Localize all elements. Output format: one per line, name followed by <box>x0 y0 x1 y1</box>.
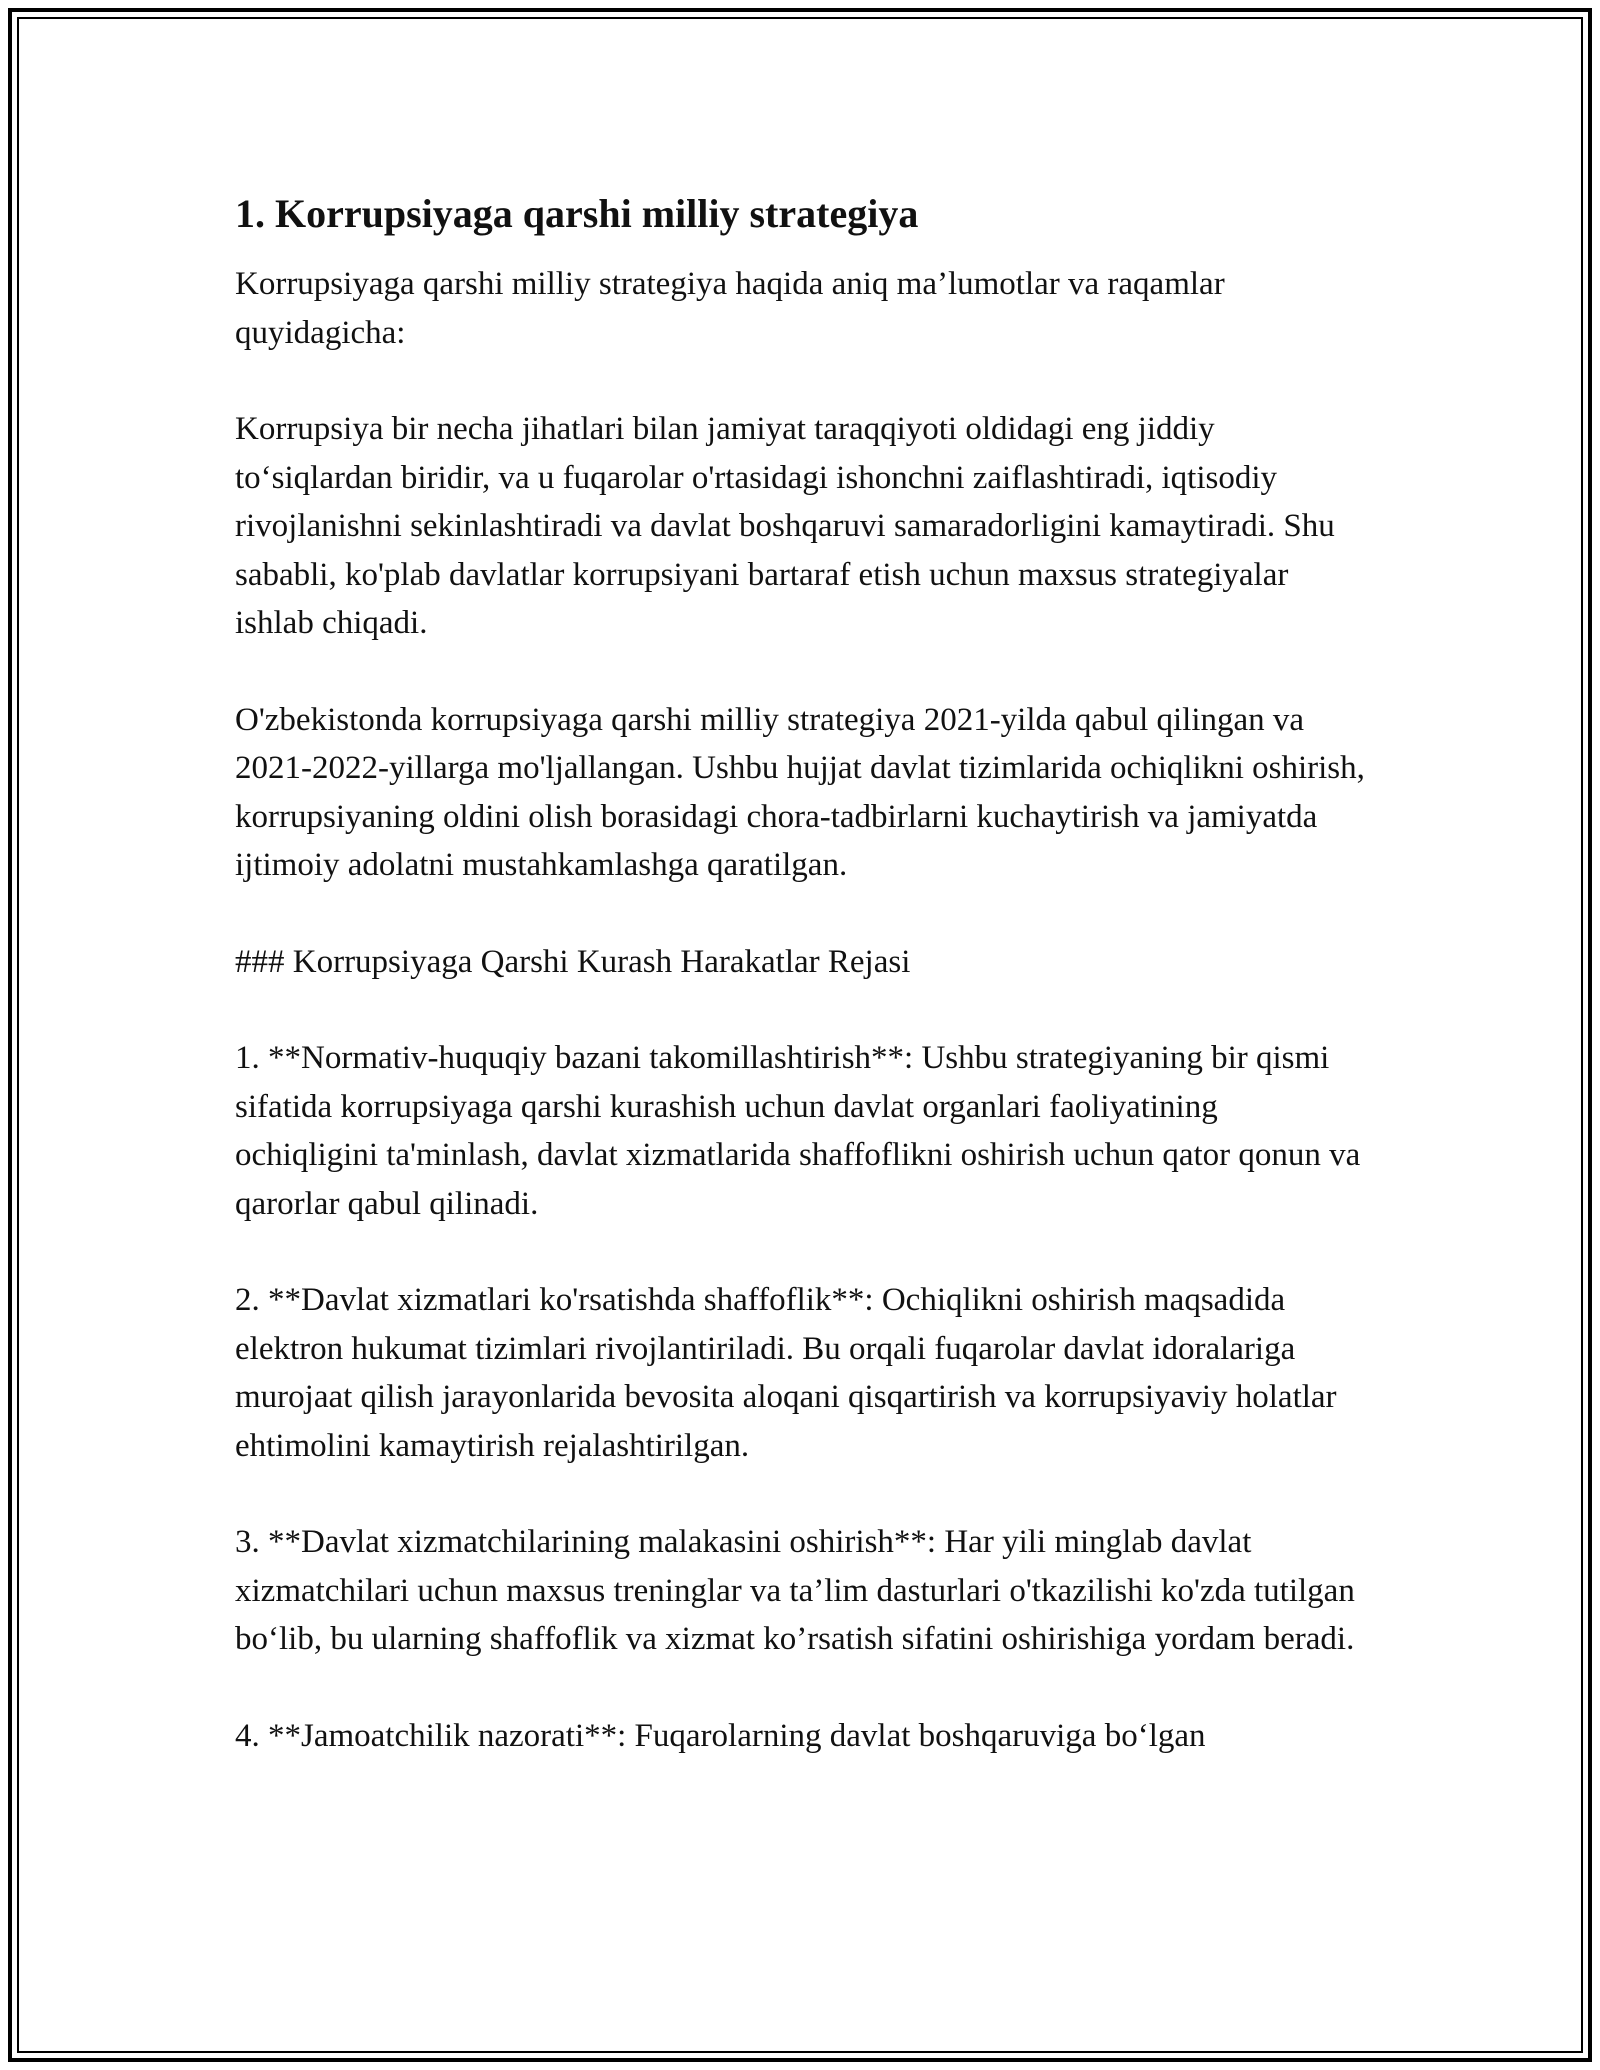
subheading-action-plan: ### Korrupsiyaga Qarshi Kurash Harakatlar Rejasi <box>235 943 911 980</box>
paragraph-uzbekistan-strategy: O'zbekistonda korrupsiyaga qarshi milliy strategiya 2021-yilda qabul qilingan va 2021-2022-yillarga mo'ljallangan. Ushbu hujjat davlat tizimlarida ochiqlikni oshirish, korrupsiyaning oldini olish borasidagi chora-tadbirlarni kuchaytirish va jamiyatda ijtimoiy adolatni mustahkamlashga qaratilgan. <box>235 701 1365 883</box>
paragraph-corruption-impact: Korrupsiya bir necha jihatlari bilan jamiyat taraqqiyoti oldidagi eng jiddiy to‘siqlardan biridir, va u fuqarolar o'rtasidagi ishonchni zaiflashtiradi, iqtisodiy rivojlanishni sekinlashtiradi va davlat boshqaruvi samaradorligini kamaytiradi. Shu sababli, ko'plab davlatlar korrupsiyani bartaraf etish uchun maxsus strategiyalar ishlab chiqadi. <box>235 411 1335 641</box>
section-heading: 1. Korrupsiyaga qarshi milliy strategiya <box>235 191 919 236</box>
list-item-2: 2. **Davlat xizmatlari ko'rsatishda shaffoflik**: Ochiqlikni oshirish maqsadida elektron hukumat tizimlari rivojlantiriladi. Bu orqali fuqarolar davlat idoralariga murojaat qilish jarayonlarida bevosita aloqani qisqartirish va korrupsiyaviy holatlar ehtimolini kamaytirish rejalashtirilgan. <box>235 1282 1337 1464</box>
document-body <box>235 188 1365 1808</box>
intro-paragraph: Korrupsiyaga qarshi milliy strategiya haqida aniq ma’lumotlar va raqamlar quyidagicha: <box>235 266 1225 351</box>
list-item-1: 1. **Normativ-huquqiy bazani takomillashtirish**: Ushbu strategiyaning bir qismi sifatida korrupsiyaga qarshi kurashish uchun davlat organlari faoliyatining ochiqligini ta'minlash, davlat xizmatlarida shaffoflikni oshirish uchun qator qonun va qarorlar qabul qilinadi. <box>235 1040 1361 1222</box>
list-item-4: 4. **Jamoatchilik nazorati**: Fuqarolarning davlat boshqaruviga bo‘lgan <box>235 1717 1206 1754</box>
list-item-3: 3. **Davlat xizmatchilarining malakasini oshirish**: Har yili minglab davlat xizmatchilari uchun maxsus treninglar va ta’lim dasturlari o'tkazilishi ko'zda tutilgan bo‘lib, bu ularning shaffoflik va xizmat ko’rsatish sifatini oshirishiga yordam beradi. <box>235 1524 1355 1657</box>
